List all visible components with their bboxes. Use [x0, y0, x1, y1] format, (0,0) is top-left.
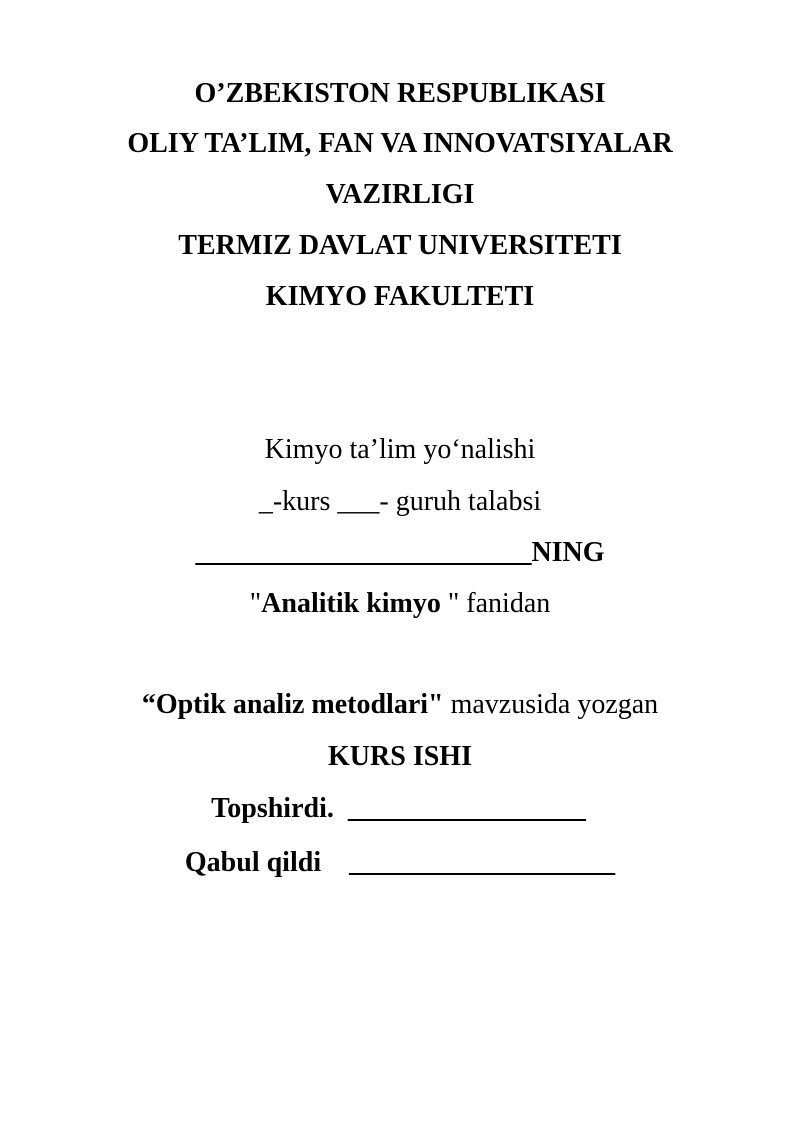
- student-name-suffix: NING: [531, 537, 605, 568]
- study-direction: Kimyo ta’lim yo‘nalishi: [264, 434, 536, 465]
- subject-name: Analitik kimyo: [261, 588, 441, 619]
- accepted-label: Qabul qildi: [184, 847, 322, 878]
- topic-title: “Optik analiz metodlari": [141, 689, 444, 720]
- subject-open-quote: ": [249, 588, 262, 619]
- faculty-name: KIMYO FAKULTETI: [265, 281, 535, 312]
- ministry-country: O’ZBEKISTON RESPUBLIKASI: [194, 78, 606, 109]
- ministry-name: OLIY TA’LIM, FAN VA INNOVATSIYALAR: [127, 128, 673, 159]
- course-group-line: _-kurs ___- guruh talabsi: [258, 486, 542, 517]
- accepted-blank: ___________________: [349, 847, 616, 878]
- student-name-line: [0, 536, 800, 570]
- student-name-blank: ________________________: [195, 537, 532, 568]
- topic-line: [0, 688, 800, 722]
- subject-line: [0, 587, 800, 621]
- submitted-line: [0, 792, 800, 826]
- topic-suffix: mavzusida yozgan: [443, 689, 659, 720]
- accepted-line: [0, 846, 800, 880]
- university-name: TERMIZ DAVLAT UNIVERSITETI: [178, 230, 622, 261]
- ministry-name-cont: VAZIRLIGI: [325, 179, 475, 210]
- work-type: KURS ISHI: [328, 741, 472, 772]
- submitted-label: Topshirdi.: [211, 793, 334, 824]
- submitted-blank: _________________: [347, 793, 586, 824]
- subject-suffix: " fanidan: [440, 588, 551, 619]
